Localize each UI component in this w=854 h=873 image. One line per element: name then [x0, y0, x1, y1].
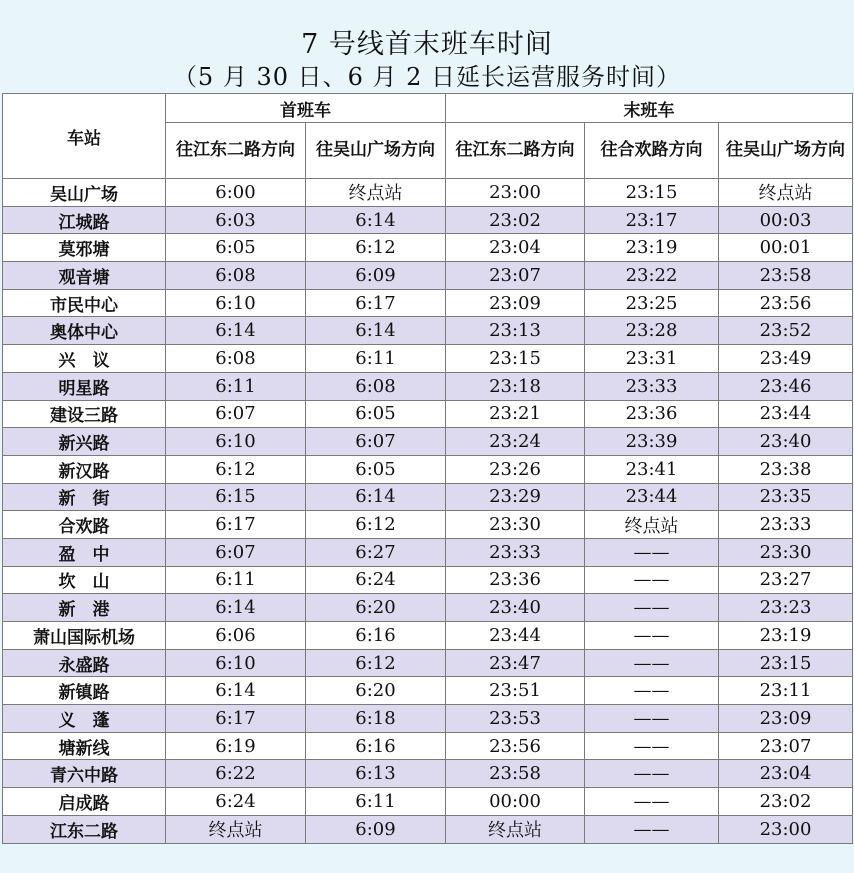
- time-cell: 23:29: [446, 483, 585, 511]
- time-cell: ——: [585, 815, 719, 843]
- time-cell: 23:53: [446, 705, 585, 733]
- table-row: [3, 372, 853, 400]
- station-name: 新镇路: [3, 677, 166, 705]
- time-cell: 6:27: [306, 538, 446, 566]
- station-name: 兴 议: [3, 345, 166, 373]
- table-row: [3, 594, 853, 622]
- time-cell: 终点站: [166, 815, 306, 843]
- table-row: [3, 234, 853, 262]
- station-name: 新兴路: [3, 428, 166, 456]
- time-cell: 6:24: [306, 566, 446, 594]
- time-cell: 6:12: [166, 455, 306, 483]
- time-cell: 23:04: [719, 760, 853, 788]
- time-cell: 23:02: [446, 206, 585, 234]
- time-cell: ——: [585, 732, 719, 760]
- time-cell: ——: [585, 594, 719, 622]
- station-name: 塘新线: [3, 732, 166, 760]
- time-cell: 6:08: [306, 372, 446, 400]
- time-cell: 6:07: [166, 538, 306, 566]
- time-cell: 6:05: [306, 400, 446, 428]
- time-cell: 23:22: [585, 262, 719, 290]
- time-cell: 23:40: [446, 594, 585, 622]
- time-cell: 6:05: [166, 234, 306, 262]
- time-cell: 23:15: [446, 345, 585, 373]
- time-cell: 6:13: [306, 760, 446, 788]
- column-header: 往吴山广场方向: [306, 123, 446, 179]
- time-cell: 23:23: [719, 594, 853, 622]
- time-cell: 6:12: [306, 234, 446, 262]
- time-cell: 6:08: [166, 345, 306, 373]
- time-cell: 23:44: [719, 400, 853, 428]
- time-cell: 6:17: [306, 289, 446, 317]
- time-cell: 6:06: [166, 622, 306, 650]
- last-train-header: 末班车: [446, 94, 853, 123]
- time-cell: 6:11: [306, 788, 446, 816]
- time-cell: 6:10: [166, 289, 306, 317]
- station-name: 吴山广场: [3, 179, 166, 207]
- time-cell: 23:19: [719, 622, 853, 650]
- time-cell: 23:07: [446, 262, 585, 290]
- first-train-header: 首班车: [166, 94, 446, 123]
- time-cell: 23:15: [585, 179, 719, 207]
- time-cell: 6:05: [306, 455, 446, 483]
- time-cell: 23:46: [719, 372, 853, 400]
- station-name: 永盛路: [3, 649, 166, 677]
- time-cell: 23:40: [719, 428, 853, 456]
- station-name: 江城路: [3, 206, 166, 234]
- station-name: 萧山国际机场: [3, 622, 166, 650]
- timetable: [2, 93, 853, 844]
- time-cell: 23:41: [585, 455, 719, 483]
- station-name: 新 港: [3, 594, 166, 622]
- time-cell: 6:14: [166, 677, 306, 705]
- time-cell: 23:26: [446, 455, 585, 483]
- column-header: 往江东二路方向: [446, 123, 585, 179]
- time-cell: ——: [585, 705, 719, 733]
- time-cell: 23:44: [585, 483, 719, 511]
- time-cell: 23:27: [719, 566, 853, 594]
- time-cell: 23:51: [446, 677, 585, 705]
- station-name: 盈 中: [3, 538, 166, 566]
- station-name: 明星路: [3, 372, 166, 400]
- time-cell: 23:25: [585, 289, 719, 317]
- station-name: 莫邪塘: [3, 234, 166, 262]
- station-name: 建设三路: [3, 400, 166, 428]
- time-cell: 23:07: [719, 732, 853, 760]
- time-cell: 6:12: [306, 511, 446, 539]
- station-name: 奥体中心: [3, 317, 166, 345]
- time-cell: 23:58: [719, 262, 853, 290]
- time-cell: 00:01: [719, 234, 853, 262]
- time-cell: ——: [585, 566, 719, 594]
- time-cell: 6:11: [166, 566, 306, 594]
- station-name: 义 蓬: [3, 705, 166, 733]
- station-name: 观音塘: [3, 262, 166, 290]
- table-row: [3, 566, 853, 594]
- time-cell: 6:14: [166, 317, 306, 345]
- station-name: 合欢路: [3, 511, 166, 539]
- time-cell: 23:09: [446, 289, 585, 317]
- table-row: [3, 400, 853, 428]
- time-cell: 23:11: [719, 677, 853, 705]
- time-cell: 23:35: [719, 483, 853, 511]
- time-cell: 23:18: [446, 372, 585, 400]
- time-cell: 23:38: [719, 455, 853, 483]
- time-cell: 23:21: [446, 400, 585, 428]
- time-cell: 23:00: [719, 815, 853, 843]
- table-row: [3, 705, 853, 733]
- time-cell: 6:11: [306, 345, 446, 373]
- time-cell: 23:00: [446, 179, 585, 207]
- time-cell: 6:15: [166, 483, 306, 511]
- time-cell: 6:16: [306, 622, 446, 650]
- time-cell: 23:36: [446, 566, 585, 594]
- time-cell: 23:30: [446, 511, 585, 539]
- column-header: 往江东二路方向: [166, 123, 306, 179]
- time-cell: 6:07: [166, 400, 306, 428]
- time-cell: 6:11: [166, 372, 306, 400]
- column-header: 往吴山广场方向: [719, 123, 853, 179]
- time-cell: 6:09: [306, 815, 446, 843]
- timetable-body: [3, 179, 853, 844]
- time-cell: 6:16: [306, 732, 446, 760]
- time-cell: 6:20: [306, 594, 446, 622]
- time-cell: 6:14: [166, 594, 306, 622]
- time-cell: 00:00: [446, 788, 585, 816]
- station-name: 新 街: [3, 483, 166, 511]
- page-subtitle: （5 月 30 日、6 月 2 日延长运营服务时间）: [172, 63, 682, 91]
- time-cell: 6:14: [306, 206, 446, 234]
- time-cell: ——: [585, 649, 719, 677]
- time-cell: 23:33: [446, 538, 585, 566]
- time-cell: 6:18: [306, 705, 446, 733]
- table-row: [3, 538, 853, 566]
- time-cell: 23:31: [585, 345, 719, 373]
- station-name: 江东二路: [3, 815, 166, 843]
- table-row: [3, 511, 853, 539]
- time-cell: 终点站: [719, 179, 853, 207]
- time-cell: 23:19: [585, 234, 719, 262]
- time-cell: 6:24: [166, 788, 306, 816]
- time-cell: 6:14: [306, 317, 446, 345]
- time-cell: ——: [585, 760, 719, 788]
- table-row: [3, 760, 853, 788]
- time-cell: 23:09: [719, 705, 853, 733]
- station-name: 新汉路: [3, 455, 166, 483]
- time-cell: 6:14: [306, 483, 446, 511]
- time-cell: ——: [585, 677, 719, 705]
- time-cell: 23:58: [446, 760, 585, 788]
- table-row: [3, 732, 853, 760]
- time-cell: 6:10: [166, 428, 306, 456]
- table-row: [3, 428, 853, 456]
- station-name: 市民中心: [3, 289, 166, 317]
- time-cell: 23:15: [719, 649, 853, 677]
- time-cell: 终点站: [446, 815, 585, 843]
- column-header: 往合欢路方向: [585, 123, 719, 179]
- time-cell: 6:09: [306, 262, 446, 290]
- time-cell: 23:33: [585, 372, 719, 400]
- table-row: [3, 788, 853, 816]
- table-row: [3, 815, 853, 843]
- time-cell: 6:07: [306, 428, 446, 456]
- time-cell: 6:12: [306, 649, 446, 677]
- table-row: [3, 677, 853, 705]
- table-row: [3, 289, 853, 317]
- table-row: [3, 345, 853, 373]
- station-column-header: 车站: [3, 94, 166, 179]
- time-cell: 23:24: [446, 428, 585, 456]
- time-cell: 终点站: [306, 179, 446, 207]
- time-cell: ——: [585, 622, 719, 650]
- page-title: 7 号线首末班车时间: [301, 29, 553, 60]
- station-name: 青六中路: [3, 760, 166, 788]
- time-cell: ——: [585, 788, 719, 816]
- time-cell: 23:47: [446, 649, 585, 677]
- time-cell: 6:10: [166, 649, 306, 677]
- time-cell: 23:39: [585, 428, 719, 456]
- time-cell: 6:19: [166, 732, 306, 760]
- time-cell: 23:04: [446, 234, 585, 262]
- time-cell: 23:52: [719, 317, 853, 345]
- time-cell: 23:49: [719, 345, 853, 373]
- time-cell: 23:56: [719, 289, 853, 317]
- table-row: [3, 206, 853, 234]
- time-cell: 23:02: [719, 788, 853, 816]
- table-row: [3, 317, 853, 345]
- time-cell: 00:03: [719, 206, 853, 234]
- time-cell: 23:30: [719, 538, 853, 566]
- time-cell: 6:17: [166, 511, 306, 539]
- station-name: 坎 山: [3, 566, 166, 594]
- time-cell: 6:22: [166, 760, 306, 788]
- time-cell: 23:33: [719, 511, 853, 539]
- time-cell: 23:44: [446, 622, 585, 650]
- table-row: [3, 483, 853, 511]
- time-cell: 23:36: [585, 400, 719, 428]
- time-cell: 23:17: [585, 206, 719, 234]
- table-row: [3, 455, 853, 483]
- time-cell: 23:28: [585, 317, 719, 345]
- time-cell: 6:08: [166, 262, 306, 290]
- time-cell: 23:56: [446, 732, 585, 760]
- station-name: 启成路: [3, 788, 166, 816]
- time-cell: ——: [585, 538, 719, 566]
- time-cell: 6:00: [166, 179, 306, 207]
- table-row: [3, 179, 853, 207]
- time-cell: 23:13: [446, 317, 585, 345]
- time-cell: 终点站: [585, 511, 719, 539]
- time-cell: 6:17: [166, 705, 306, 733]
- time-cell: 6:20: [306, 677, 446, 705]
- table-row: [3, 262, 853, 290]
- time-cell: 6:03: [166, 206, 306, 234]
- table-row: [3, 649, 853, 677]
- table-row: [3, 622, 853, 650]
